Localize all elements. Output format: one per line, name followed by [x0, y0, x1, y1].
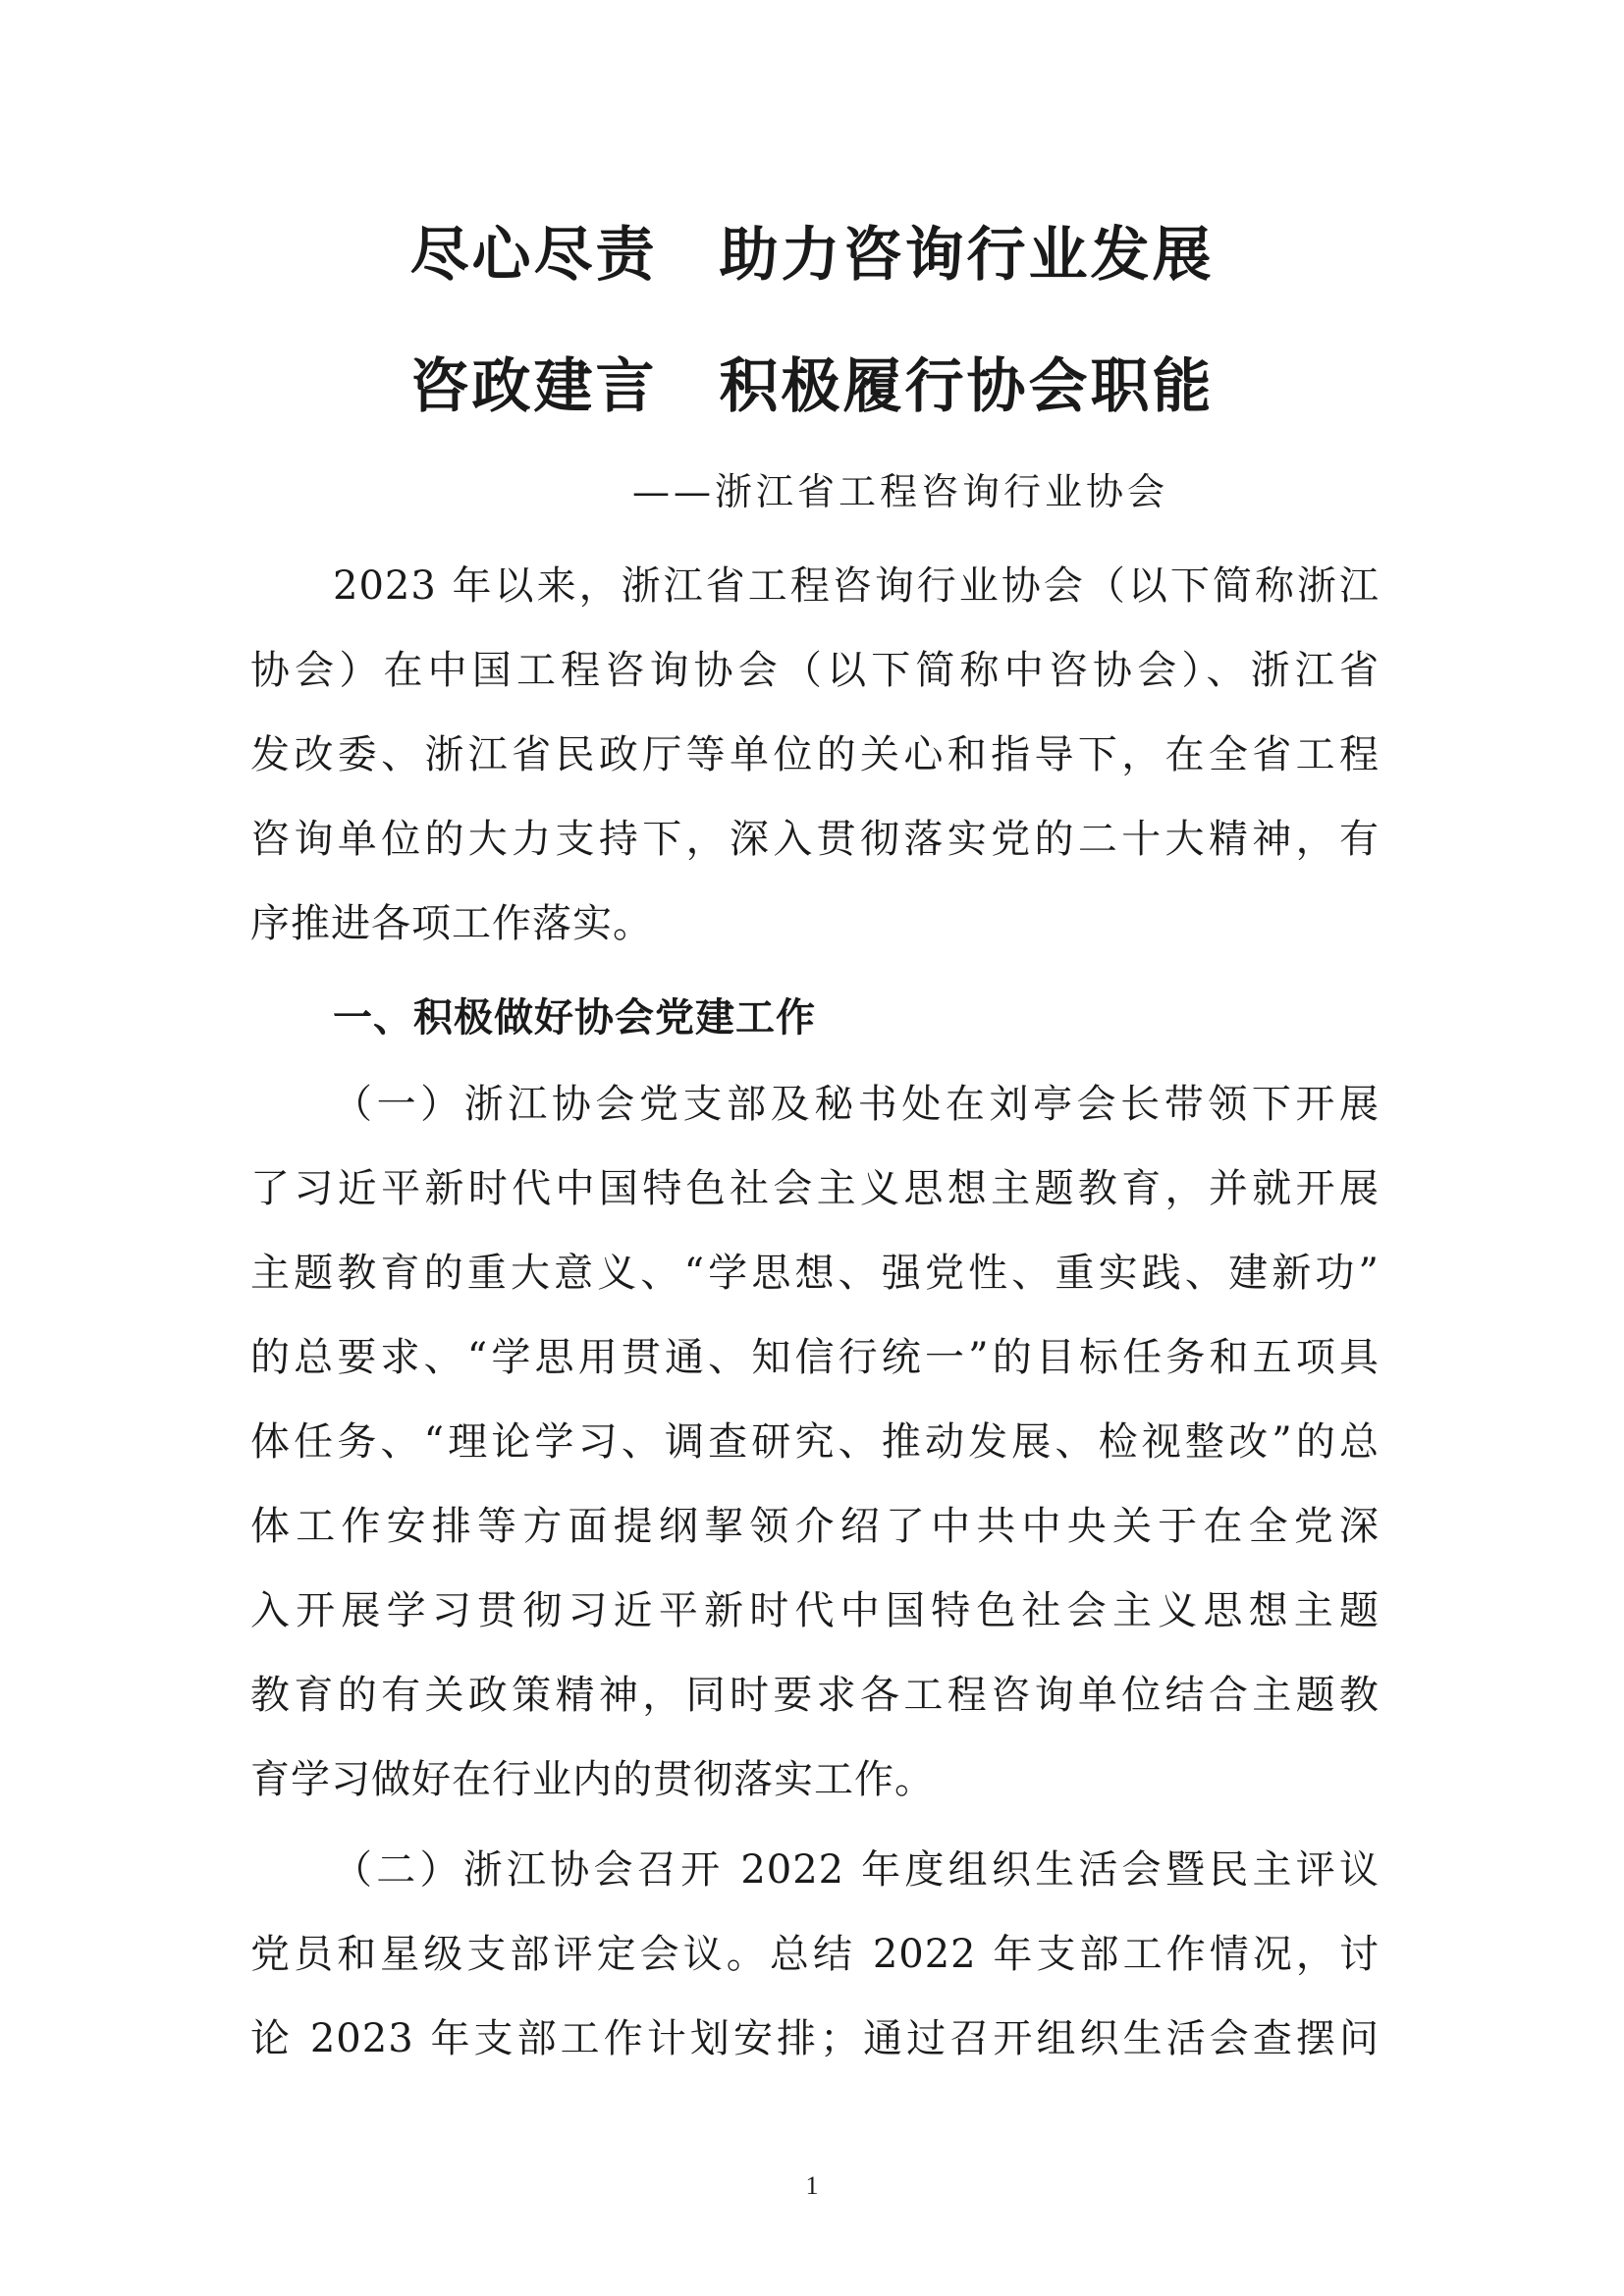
section-heading: [250, 976, 1380, 1060]
paragraph-line: 咨询单位的大力支持下，深入贯彻落实党的二十大精神，有: [250, 817, 1380, 862]
paragraph-line: 教育的有关政策精神，同时要求各工程咨询单位结合主题教: [250, 1673, 1380, 1718]
paragraph-line: 序推进各项工作落实。: [250, 901, 653, 946]
paragraph-line: （二）浙江协会召开 2022 年度组织生活会暨民主评议: [333, 1847, 1380, 1893]
intro-paragraph: [250, 544, 1380, 966]
item-2-paragraph: [250, 1828, 1380, 2081]
paragraph-line: 了习近平新时代中国特色社会主义思想主题教育，并就开展: [250, 1166, 1380, 1211]
paragraph-line: 体工作安排等方面提纲挈领介绍了中共中央关于在全党深: [250, 1504, 1380, 1549]
section-1-heading: 一、积极做好协会党建工作: [333, 995, 816, 1041]
paragraph-line: 论 2023 年支部工作计划安排；通过召开组织生活会查摆问: [250, 2016, 1380, 2061]
item-1-paragraph: [250, 1062, 1380, 1822]
title-line-1: 尽心尽责 助力咨询行业发展: [409, 221, 1215, 290]
paragraph-line: 发改委、浙江省民政厅等单位的关心和指导下，在全省工程: [250, 732, 1380, 777]
paragraph-line: 党员和星级支部评定会议。总结 2022 年支部工作情况，讨: [250, 1932, 1380, 1977]
paragraph-line: 协会）在中国工程咨询协会（以下简称中咨协会）、浙江省: [250, 648, 1380, 693]
paragraph-line: 的总要求、“学思用贯通、知信行统一”的目标任务和五项具: [250, 1335, 1380, 1380]
paragraph-line: 入开展学习贯彻习近平新时代中国特色社会主义思想主题: [250, 1588, 1380, 1633]
paragraph-line: 主题教育的重大意义、“学思想、强党性、重实践、建新功”: [250, 1251, 1380, 1296]
subtitle: ——浙江省工程咨询行业协会: [631, 470, 1168, 513]
paragraph-line: 体任务、“理论学习、调查研究、推动发展、检视整改”的总: [250, 1419, 1380, 1465]
paragraph-line: （一）浙江协会党支部及秘书处在刘亭会长带领下开展: [333, 1082, 1380, 1127]
paragraph-line: 2023 年以来，浙江省工程咨询行业协会（以下简称浙江: [333, 563, 1380, 609]
page-number: 1: [805, 2171, 819, 2200]
paragraph-line: 育学习做好在行业内的贯彻落实工作。: [250, 1757, 935, 1802]
title-line-2: 咨政建言 积极履行协会职能: [409, 352, 1215, 421]
